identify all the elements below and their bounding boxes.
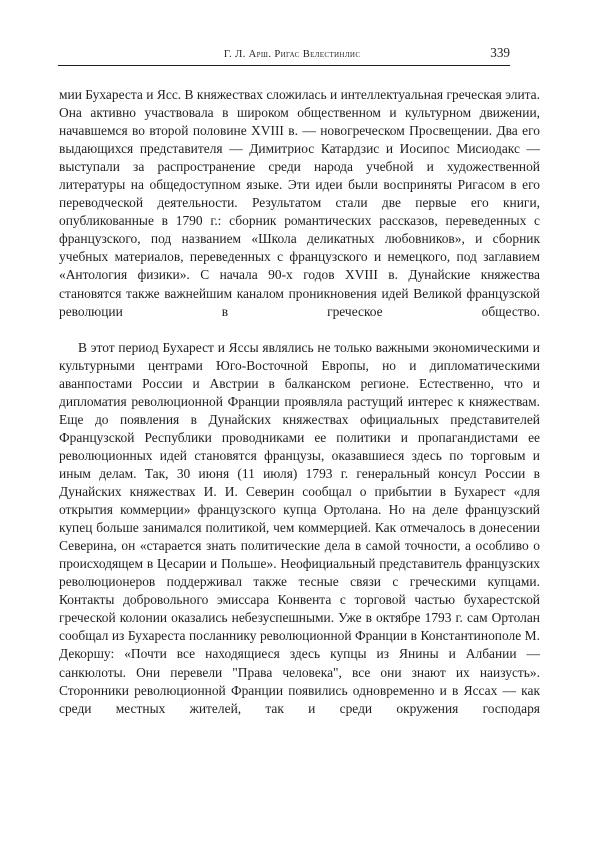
running-head xyxy=(58,46,510,66)
body-text xyxy=(59,86,540,736)
paragraph: мии Бухареста и Ясс. В княжествах сложилась и интеллектуальная греческая элита. Она активно участвовала в широком общественном и культурном движении, начавшемся во второй половине XVIII в. — новогреческом Просвещении. Два его выдающихся представителя — Димитриос Катардзис и Иосипос Мисиодакс — выступали за распространение среди народа учебной и художественной литературы на общедоступном языке. Эти идеи были восприняты Ригасом в его переводческой деятельности. Результатом стали две первые его книги, опубликованные в 1790 г.: сборник романтических рассказов, переведенных с французского, под названием «Школа деликатных любовников», и сборник учебных материалов, переведенных с французского и немецкого, под заглавием «Антология физики». С начала 90-х годов XVIII в. Дунайские княжества становятся также важнейшим каналом проникновения идей Великой французской революции в греческое общество. xyxy=(59,87,540,319)
page-number: 339 xyxy=(490,45,510,60)
paragraph: В этот период Бухарест и Яссы являлись не только важными экономическими и культурными центрами Юго-Восточной Европы, но и дипломaтическими аванпостами России и Австрии в балканском регионе. Естественно, что и дипломатия революционной Франции проявляла растущий интерес к княжествам. Еще до появления в Дунайских княжествах официальных представителей Французской Республики проводниками ее политики и пропагандистами ее революционных идей становятся французы, оказавшиеся здесь по торговым и иным делам. Так, 30 июня (11 июля) 1793 г. генеральный консул России в Дунайских княжествах И. И. Северин сообщал о прибытии в Бухарест «для открытия коммерции» французского купца Ортолана. Но на деле французский купец больше занимался политикой, чем коммерцией. Как отмечалось в донесении Северина, он «старается знать политические дела в самой точности, а особливо о происходящем в Цесарии и Польше». Неофициальный представитель французских революционеров поддерживал также тесные связи с греческими купцами. Контакты добровольного эмиссара Конвента с торговой частью бухарестской греческой колонии оказались небезуспешными. Уже в октябре 1793 г. сам Ортолан сообщал из Бухареста посланнику революционной Франции в Константинополе М. Декоршу: «Почти все находящиеся здесь купцы из Янины и Албании — санкюлоты. Они перевели "Права человека", все они знают их наизусть». Сторонники революционной Франции появились одновременно и в Яссах — как среди местных жителей, так и среди окружения господаря xyxy=(59,339,540,716)
running-head-title: Г. Л. Арш. Ригас Велестинлис xyxy=(223,48,361,60)
